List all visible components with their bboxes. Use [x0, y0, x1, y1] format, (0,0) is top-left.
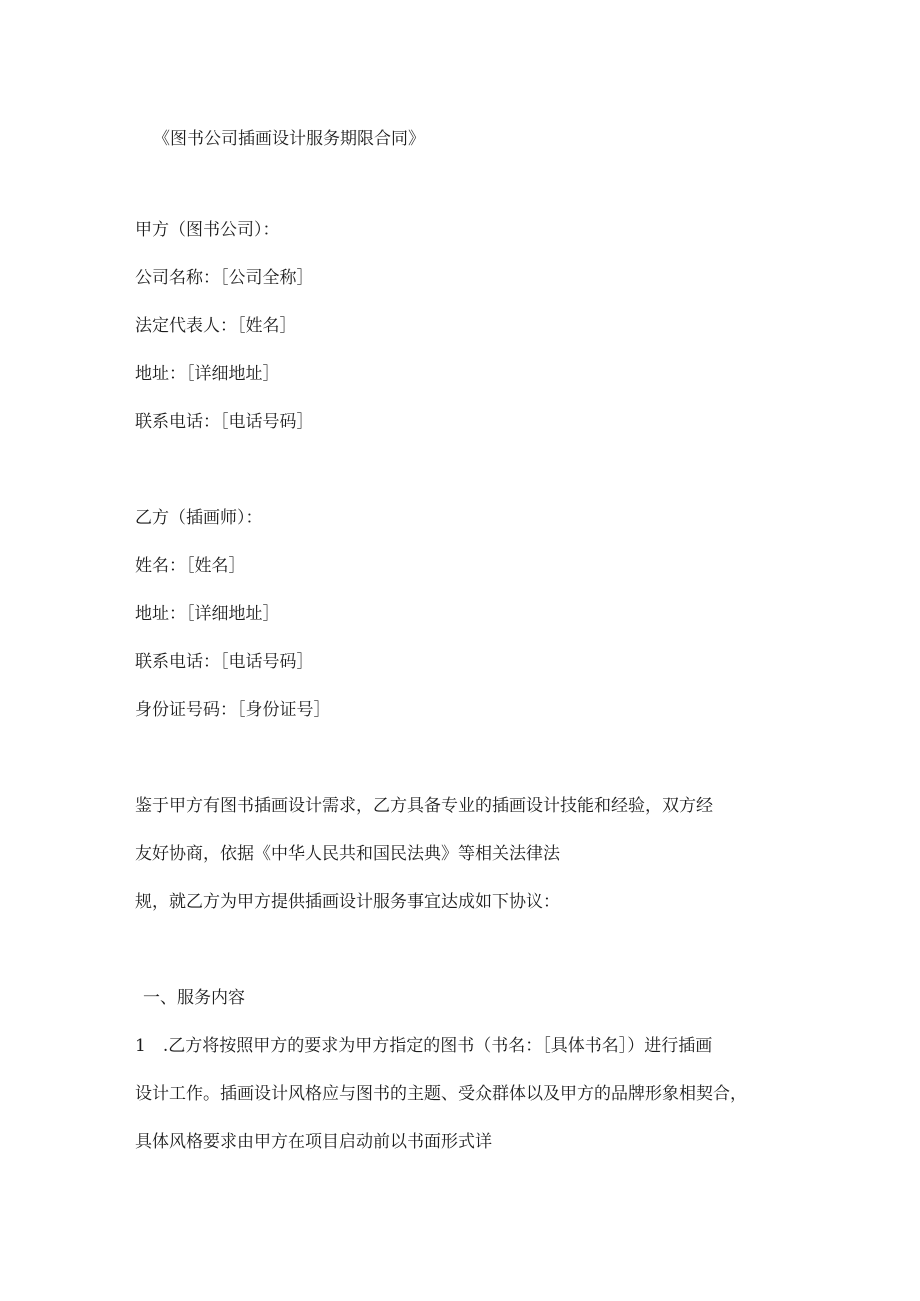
preamble-line-2: 友好协商，依据《中华人民共和国民法典》等相关法律法 [135, 844, 560, 864]
party-a-heading: 甲方（图书公司）： [135, 220, 280, 240]
party-a-company-name: 公司名称：［公司全称］ [135, 268, 314, 288]
preamble-line-1: 鉴于甲方有图书插画设计需求，乙方具备专业的插画设计技能和经验，双方经 [135, 796, 713, 816]
party-b-address: 地址：［详细地址］ [135, 604, 280, 624]
document-title: 《图书公司插画设计服务期限合同》 [153, 129, 425, 149]
clause-1-line-1: 1 .乙方将按照甲方的要求为甲方指定的图书（书名：［具体书名］）进行插画 [135, 1036, 713, 1056]
clause-1-line-2: 设计工作。插画设计风格应与图书的主题、受众群体以及甲方的品牌形象相契合， [135, 1084, 747, 1104]
party-a-address: 地址：［详细地址］ [135, 364, 280, 384]
party-b-phone: 联系电话：［电话号码］ [135, 652, 314, 672]
party-a-legal-representative: 法定代表人：［姓名］ [135, 316, 297, 336]
section-1-heading: 一、服务内容 [143, 988, 245, 1008]
party-b-id-number: 身份证号码：［身份证号］ [135, 700, 331, 720]
preamble-line-3: 规，就乙方为甲方提供插画设计服务事宜达成如下协议： [135, 892, 560, 912]
party-a-phone: 联系电话：［电话号码］ [135, 412, 314, 432]
party-b-heading: 乙方（插画师）： [135, 508, 263, 528]
clause-1-line-3: 具体风格要求由甲方在项目启动前以书面形式详 [135, 1132, 492, 1152]
party-b-name: 姓名：［姓名］ [135, 556, 246, 576]
